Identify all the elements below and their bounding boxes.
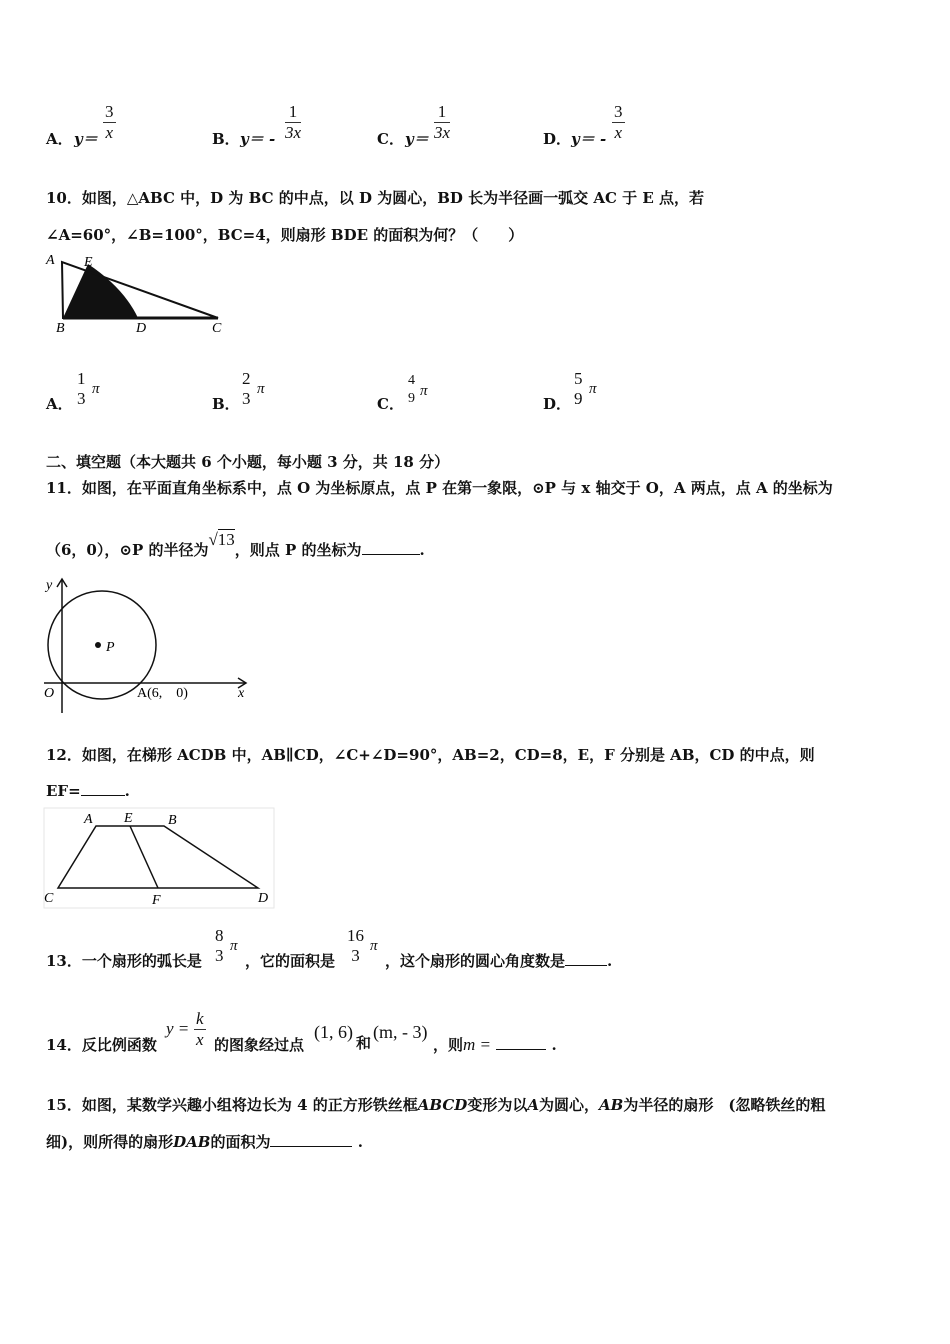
label-b: B xyxy=(56,321,65,336)
q13-mid: ，它的面积是 xyxy=(245,952,336,970)
q10-line1: 10．如图，△ABC 中，D 为 BC 的中点，以 D 为圆心，BD 长为半径画一弧交 AC 于 E 点，若 xyxy=(46,189,704,207)
point-p xyxy=(95,642,101,648)
q10-option-c-label: C． xyxy=(377,395,404,413)
label-a: A xyxy=(46,253,55,268)
label-d: D xyxy=(258,891,269,906)
segment-ef xyxy=(130,826,158,888)
q10-option-d-label: D． xyxy=(543,395,572,413)
label-b: B xyxy=(168,813,177,828)
q11-circle-figure xyxy=(40,575,255,720)
label-d: D xyxy=(136,321,147,336)
q10-option-d-pi: π xyxy=(589,381,597,397)
label-o: O xyxy=(44,686,55,701)
q9-option-d-expr: y＝ - xyxy=(571,130,607,148)
q10-line2: ∠A=60°，∠B=100°，BC=4，则扇形 BDE 的面积为何？（ ） xyxy=(46,226,524,244)
q9-option-b-expr: y＝ - xyxy=(240,130,276,148)
label-c: C xyxy=(44,891,54,906)
q12-line2: EF= . xyxy=(46,782,130,800)
q9-option-a-fraction: $\frac{3}{x}$ xyxy=(105,102,114,142)
label-c: C xyxy=(212,321,222,336)
q10-option-b-fraction: 2 3 xyxy=(242,369,251,408)
q14-and: 和 xyxy=(356,1034,372,1052)
sqrt-13: √13 xyxy=(208,530,235,549)
q9-option-c-label: C． xyxy=(377,130,404,148)
q14-func-lhs: y = xyxy=(166,1019,190,1038)
section2-heading: 二、填空题（本大题共 6 个小题，每小题 3 分，共 18 分） xyxy=(46,453,450,471)
q14-prefix: 14．反比例函数 xyxy=(46,1036,157,1054)
q11-line1: 11．如图，在平面直角坐标系中，点 O 为坐标原点，点 P 在第一象限，⊙P 与 x 轴交于 O，A 两点，点 A 的坐标为 xyxy=(46,479,833,497)
q9-option-b-label: B． xyxy=(212,130,240,148)
q13-arc-fraction: 8 3 xyxy=(215,926,224,965)
label-e: E xyxy=(84,255,93,270)
q13-area-pi: π xyxy=(370,938,378,954)
q10-option-d-fraction: 5 9 xyxy=(574,369,583,408)
sector-bde-shaded xyxy=(63,264,138,318)
q9-option-a-label: A． xyxy=(46,130,73,148)
label-a-point: A(6, 0) xyxy=(137,686,188,701)
q13-prefix: 13．一个扇形的弧长是 xyxy=(46,952,202,970)
q14-func-fraction: $\frac{k}{x}$ xyxy=(196,1009,204,1049)
q10-option-a-fraction: 1 3 xyxy=(77,369,86,408)
label-x: x xyxy=(238,686,245,701)
q14-tail: ，则m = . xyxy=(433,1035,557,1054)
label-f: F xyxy=(152,893,161,908)
q10-option-b-label: B． xyxy=(212,395,240,413)
q10-option-c-pi: π xyxy=(420,383,428,399)
q15-line2: 细)，则所得的扇形DAB的面积为 . xyxy=(46,1133,363,1151)
q14-mid: 的图象经过点 xyxy=(214,1036,305,1054)
q14-point1: (1, 6) xyxy=(314,1022,353,1042)
label-y: y xyxy=(46,578,53,593)
q10-triangle-figure xyxy=(40,250,240,338)
q15-line1: 15．如图，某数学兴趣小组将边长为 4 的正方形铁丝框ABCD变形为以A为圆心，AB为半径的扇形 (忽略铁丝的粗 xyxy=(46,1096,826,1114)
label-e: E xyxy=(124,811,133,826)
q10-option-a-label: A． xyxy=(46,395,73,413)
q9-option-c-fraction: $\frac{1}{3x}$ xyxy=(434,102,451,142)
label-a: A xyxy=(84,812,93,827)
q13-suffix: ，这个扇形的圆心角度数是 . xyxy=(385,952,613,970)
q9-option-c-expr: y＝ xyxy=(405,130,429,148)
q10-option-c-fraction: 4 9 xyxy=(408,373,415,406)
q14-point2: (m, - 3) xyxy=(373,1022,428,1042)
q9-option-a-expr: y＝ xyxy=(74,130,98,148)
q10-option-b-pi: π xyxy=(257,381,265,397)
q13-arc-pi: π xyxy=(230,938,238,954)
label-p: P xyxy=(106,640,115,655)
q12-line1: 12．如图，在梯形 ACDB 中，AB∥CD，∠C+∠D=90°，AB=2，CD=8，E，F 分别是 AB，CD 的中点，则 xyxy=(46,746,815,764)
q13-area-fraction: 16 3 xyxy=(347,926,364,965)
q11-line2: （6，0），⊙P 的半径为√13，则点 P 的坐标为 . xyxy=(46,530,425,559)
q9-option-d-label: D． xyxy=(543,130,572,148)
q9-option-d-fraction: $\frac{3}{x}$ xyxy=(614,102,623,142)
q10-option-a-pi: π xyxy=(92,381,100,397)
q12-trapezoid-figure xyxy=(40,806,278,910)
q9-option-b-fraction: $\frac{1}{3x}$ xyxy=(285,102,302,142)
